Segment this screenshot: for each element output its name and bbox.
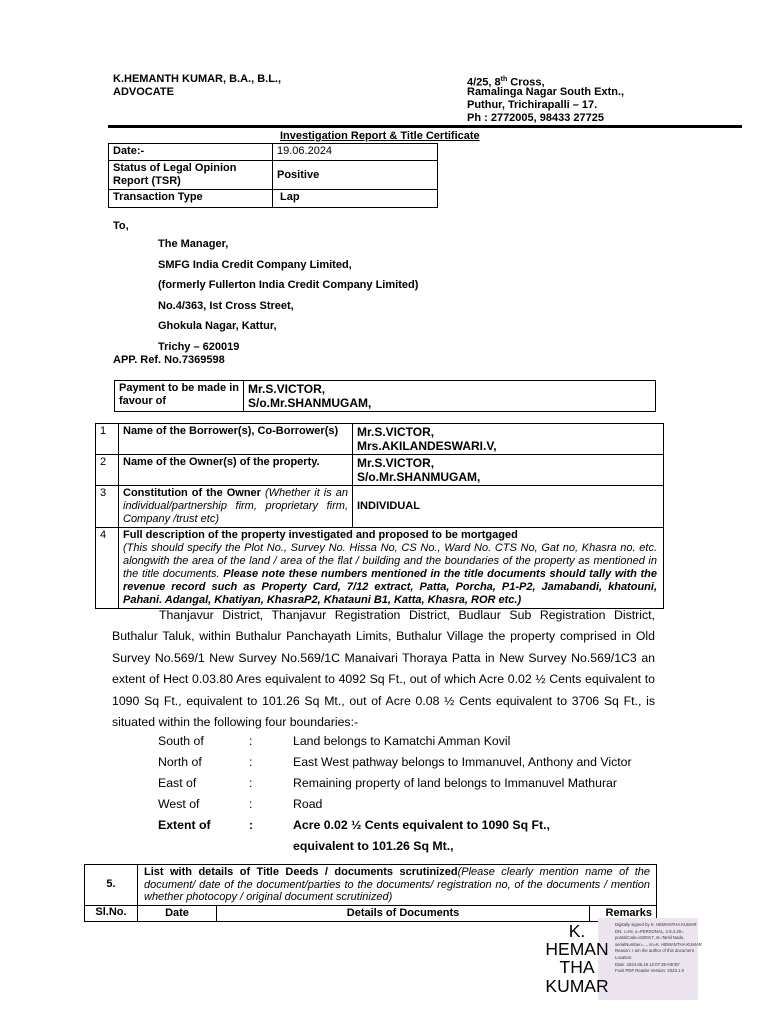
- col-details: Details of Documents: [217, 905, 590, 921]
- payee-name: Mr.S.VICTOR,: [248, 382, 326, 396]
- addressee-line: SMFG India Credit Company Limited,: [158, 258, 352, 271]
- payment-value: [244, 381, 656, 412]
- addressee-line: Trichy – 620019: [158, 340, 240, 353]
- extent-value-metric: equivalent to 101.26 Sq Mt.,: [293, 839, 454, 853]
- address-line-1: 4/25, 8th Cross,: [467, 76, 545, 89]
- extent-value: Acre 0.02 ½ Cents equivalent to 1090 Sq Ft.,: [293, 818, 550, 832]
- tsr-status-value: Positive: [273, 161, 438, 190]
- boundary-separator: :: [249, 755, 253, 769]
- row-number: 2: [96, 455, 119, 486]
- date-value: 19.06.2024: [273, 144, 438, 161]
- boundary-separator: :: [249, 797, 253, 811]
- addressee-line: No.4/363, Ist Cross Street,: [158, 299, 294, 312]
- signature-detail-line: Date: 2024.06.19 12:07:35+05'30': [615, 961, 680, 967]
- signature-detail-line: postalCode=620017, st=Tamil Nadu,: [615, 935, 685, 941]
- signature-detail-line: Location:: [615, 954, 633, 960]
- constitution-label: Constitution of the Owner (Whether it is an individual/partnership firm, proprietary firm, Company /trust etc): [119, 486, 353, 528]
- boundary-direction: North of: [158, 755, 202, 769]
- summary-row: [109, 144, 438, 161]
- signature-details: [615, 922, 705, 975]
- to-label: To,: [113, 220, 129, 232]
- summary-row: [109, 190, 438, 208]
- transaction-type-label: Transaction Type: [109, 190, 273, 208]
- signature-line: THA: [559, 957, 595, 978]
- addressee-line: (formerly Fullerton India Credit Company Limited): [158, 279, 419, 291]
- boundary-description: East West pathway belongs to Immanuvel, Anthony and Victor: [293, 755, 632, 769]
- col-remarks: Remarks: [590, 905, 657, 921]
- owner-relation: S/o.Mr.SHANMUGAM,: [357, 470, 481, 484]
- row-number: 1: [96, 424, 119, 455]
- tsr-status-label: Status of Legal Opinion Report (TSR): [109, 161, 273, 190]
- owner-label: Name of the Owner(s) of the property.: [119, 455, 353, 486]
- table-row: [96, 455, 664, 486]
- property-instructions-emphasis: Please note these numbers mentioned in the title documents should tally with the revenue record such as Property Card, 7/12 extract, Patta, Porcha, P1-P2, Jamabandi, khatouni, Pahani. Adangal, Khatiyan, KhasraP2, Khatauni B1, Katta, Khasra, ROR etc.): [123, 568, 657, 606]
- table-row: [96, 528, 664, 609]
- app-reference: APP. Ref. No.7369598: [113, 354, 225, 366]
- property-description: Thanjavur District, Thanjavur Registration District, Budlaur Sub Registration District, Buthalur Taluk, within Buthalur Panchayath Limits, Buthalur Village the property comprised in Old Survey No.569/1 New Survey No.569/1C Manaivari Thoraya Patta in New Survey No.569/1C3 an extent of Hect 0.03.80 Ares equivalent to 4092 Sq Ft., out of which Acre 0.02 ½ Cents equivalent to 1090 Sq Ft., equivalent to 101.26 Sq Mt., out of Acre 0.08 ½ Cents equivalent to 3706 Sq Ft., is situated within the following four boundaries:-: [112, 608, 655, 730]
- boundary-description: Remaining property of land belongs to Immanuvel Mathurar: [293, 776, 617, 790]
- phone-line: Ph : 2772005, 98433 27725: [467, 112, 605, 124]
- col-date: Date: [138, 905, 217, 921]
- boundary-separator: :: [249, 776, 253, 790]
- boundary-description: Road: [293, 797, 323, 811]
- borrower-label: Name of the Borrower(s), Co-Borrower(s): [119, 424, 353, 455]
- payee-relation: S/o.Mr.SHANMUGAM,: [248, 396, 372, 410]
- co-borrower-name: Mrs.AKILANDESWARI.V,: [357, 439, 497, 453]
- advocate-name: K.HEMANTH KUMAR, B.A., B.L.,: [113, 73, 282, 85]
- table-row: [96, 424, 664, 455]
- address-line-3: Puthur, Trichirapalli – 17.: [467, 99, 598, 111]
- boundary-separator: :: [249, 734, 253, 748]
- advocate-title: ADVOCATE: [113, 86, 174, 98]
- summary-table: [108, 143, 438, 208]
- addressee-line: Ghokula Nagar, Kattur,: [158, 320, 277, 332]
- signature-line: KUMAR: [545, 975, 609, 996]
- property-heading: Full description of the property investigated and proposed to be mortgaged: [123, 529, 518, 541]
- summary-row: [109, 161, 438, 190]
- boundary-description: Land belongs to Kamatchi Amman Kovil: [293, 734, 511, 748]
- column-header-row: [85, 905, 657, 921]
- transaction-type-value: Lap: [273, 190, 438, 208]
- payment-table: [114, 380, 656, 412]
- signature-line: HEMAN: [545, 939, 609, 960]
- report-title: Investigation Report & Title Certificate: [280, 130, 480, 142]
- borrower-value: [353, 424, 664, 455]
- col-slno: Sl.No.: [85, 905, 138, 921]
- signature-line: K.: [568, 921, 586, 941]
- row-number: 4: [96, 528, 119, 609]
- signature-detail-line: DN: c=IN, o=PERSONAL, 2.5.4.20=: [615, 928, 684, 934]
- property-instructions: (This should specify the Plot No., Survey No. Hissa No, CS No., Ward No. CTS No, Gat no, Khasra no. etc. alongwith the area of the land / area of the flat / building and the boundaries of the property as mentioned in the title documents.: [123, 542, 657, 580]
- owner-value: [353, 455, 664, 486]
- extent-label: Extent of: [158, 818, 211, 832]
- table-row: [96, 486, 664, 528]
- section-number: 5.: [85, 865, 138, 906]
- addressee-line: The Manager,: [158, 238, 229, 250]
- payment-label: Payment to be made in favour of: [115, 381, 244, 412]
- addressee-block: [158, 234, 418, 357]
- boundary-direction: East of: [158, 776, 197, 790]
- extent-separator: :: [249, 818, 254, 832]
- address-line-2: Ramalinga Nagar South Extn.,: [467, 86, 625, 98]
- signature-detail-line: Digitally signed by K. HEMANTHA KUMAR: [615, 922, 697, 927]
- constitution-value: INDIVIDUAL: [353, 486, 664, 528]
- owner-name: Mr.S.VICTOR,: [357, 456, 435, 470]
- signature-detail-line: Foxit PDF Reader Version: 2023.1.0: [615, 968, 685, 974]
- documents-heading: List with details of Title Deeds / documents scrutinized(Please clearly mention name of the document/ date of the document/parties to the documents/ registration no, of the documents / mention whether photocopy / original document scrutinized): [138, 865, 657, 906]
- boundary-direction: South of: [158, 734, 204, 748]
- documents-table: [84, 864, 657, 922]
- header-divider: [108, 125, 742, 128]
- boundary-direction: West of: [158, 797, 200, 811]
- signature-detail-line: Reason: I am the author of this document: [615, 948, 694, 954]
- date-label: Date:-: [109, 144, 273, 161]
- details-table: [95, 423, 664, 609]
- row-number: 3: [96, 486, 119, 528]
- property-description-instructions: [119, 528, 664, 609]
- signature-detail-line: serialNumber=..., cn=K. HEMANTHA KUMAR: [615, 941, 702, 947]
- borrower-name: Mr.S.VICTOR,: [357, 425, 435, 439]
- signature-name: [541, 922, 613, 995]
